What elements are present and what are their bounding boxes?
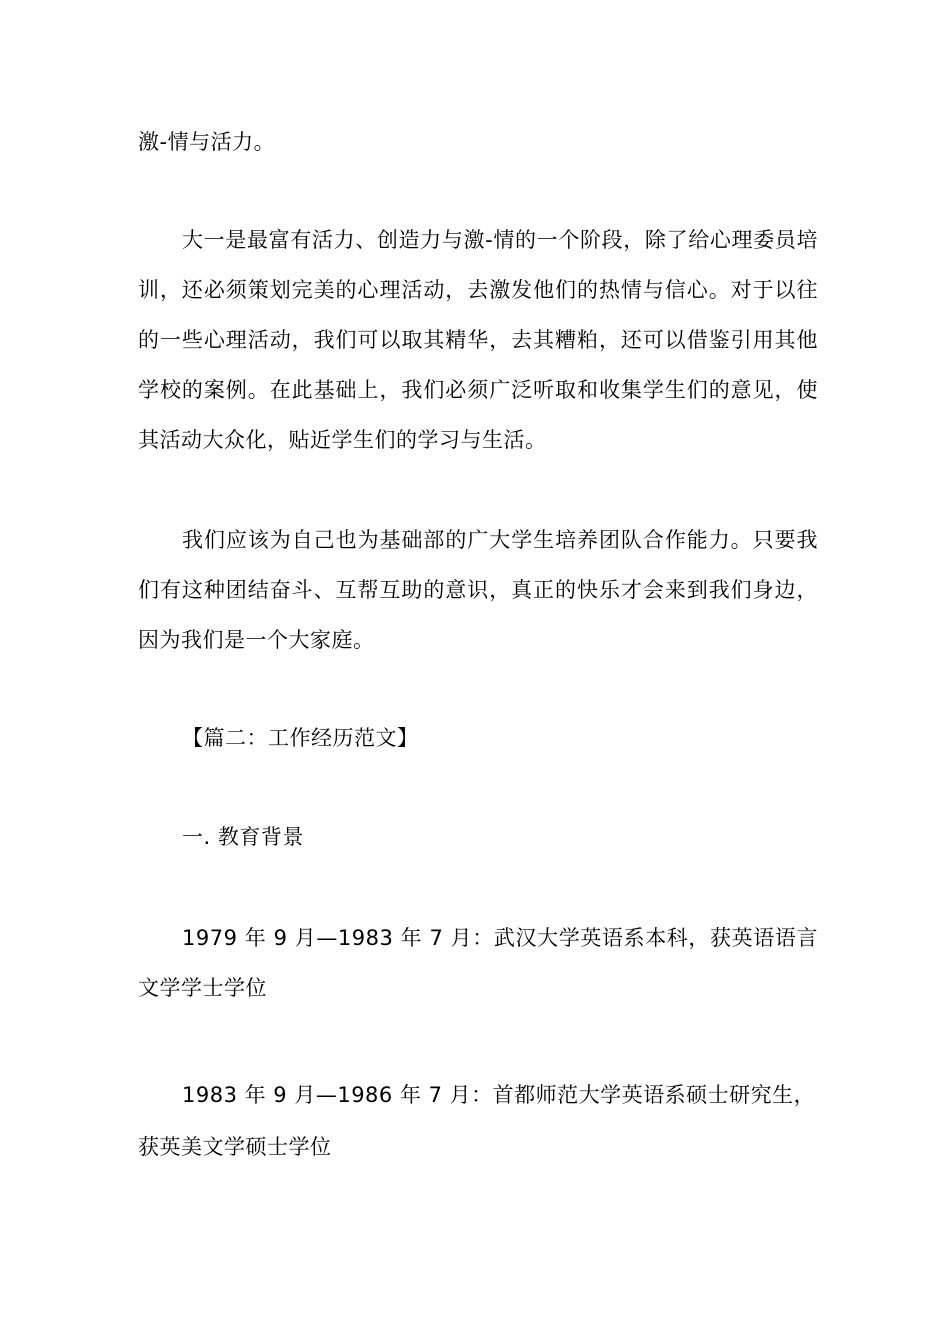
section-heading: 【篇二：工作经历范文】 — [182, 726, 419, 750]
paragraph-teamwork: 我们应该为自己也为基础部的广大学生培养团队合作能力。只要我们有这种团结奋斗、互帮互助的意识，真正的快乐才会来到我们身边，因为我们是一个大家庭。 — [138, 528, 818, 652]
paragraph-freshman-activities: 大一是最富有活力、创造力与激-情的一个阶段，除了给心理委员培训，还必须策划完美的心理活动，去激发他们的热情与信心。对于以往的一些心理活动，我们可以取其精华，去其糟粕，还可以借鉴引用其他学校的案例。在此基础上，我们必须广泛听取和收集学生们的意见，使其活动大众化，贴近学生们的学习与生活。 — [138, 228, 818, 452]
paragraph-continuation: 激-情与活力。 — [138, 130, 276, 154]
education-entry-2-continuation: 获英美文学硕士学位 — [138, 1135, 332, 1159]
subsection-heading-education: 一. 教育背景 — [182, 825, 304, 849]
education-entry-2: 1983 年 9 月—1986 年 7 月：首都师范大学英语系硕士研究生， — [182, 1083, 816, 1107]
education-entry-1: 1979 年 9 月—1983 年 7 月：武汉大学英语系本科，获英语语言文学学士学位 — [138, 926, 818, 1000]
